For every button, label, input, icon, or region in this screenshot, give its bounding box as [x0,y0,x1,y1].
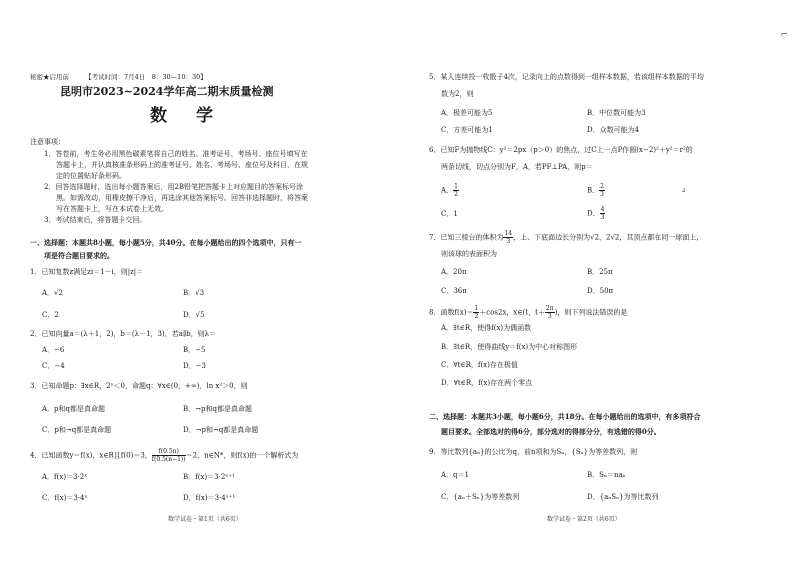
q8-option-c: C．∀t∈R，f(x)存在极值 [441,361,518,369]
note-line: 答题卡上，并认真核准条形码上的准考证号、姓名、考场号、座位号及科目，在规 [56,161,308,169]
q8-option-d: D．∀t∈R，f(x)存在两个零点 [441,379,533,387]
q8-option-b: B．∃t∈R，使得曲线y＝f(x)为中心对称图形 [441,343,578,351]
fraction-denominator: 2 [474,313,479,320]
q6-option-a-fraction [453,183,459,198]
q3-stem: 3．已知命题p：∃x∈R，2ˣ＜0，命题q：∀x∈(0，+∞)，ln x²＞0，则 [30,382,248,390]
fraction-denominator: 3 [506,238,511,245]
q7-option-b: B．25π [587,268,613,276]
section-one-heading-cont: 项是符合题目要求的。 [44,251,114,260]
q7-option-d: D．50π [587,287,614,295]
q5-option-a: A．极差可能为5 [441,109,493,117]
subject-title: 数 学 [150,106,219,126]
note-line: 3．考试结束后，将答题卡交回。 [44,216,147,224]
exam-title: 昆明市2023~2024学年高二期末质量检测 [60,85,274,98]
notes-heading: 注意事项： [30,138,65,146]
q6-option-b [587,183,605,198]
q6-option-a-label: A． [441,186,454,195]
q7-stem-part: 7．已知三棱台的体积为 [429,233,504,242]
q6-option-b-label: B． [587,186,600,195]
q7-option-a: A．20π [441,268,467,276]
corner-mark: ⌐ [780,30,788,40]
q8-stem-part: ＋cos2x，x∈(t，t＋ [479,308,545,317]
fraction-numerator: 2 [600,183,604,190]
q9-stem: 9．等比数列{aₙ}的公比为q，前n项和为Sₙ，{Sₙ}为等差数列，则 [429,448,638,456]
q7-stem-cont: 则该球的表面积为 [441,250,497,258]
section-two-heading: 二、选择题：本题共3小题，每小题6分，共18分。在每小题给出的选项中，有多项符合 [429,412,701,421]
q1-stem: 1．已知复数z满足zi＝1－i，则|z|＝ [30,268,144,276]
q3-option-b: B．¬p和q都是真命题 [183,405,252,413]
secret-label: 秘密★启用前 [30,73,69,81]
q4-option-b: B．f(x)＝3·2ˣ⁺¹ [183,473,235,481]
q3-option-c: C．p和¬q都是真命题 [42,426,112,434]
q4-stem-part: ＝2，n∈N*，则f(x)的一个解析式为 [185,451,299,460]
q7-stem [429,230,703,245]
fraction-denominator: 3 [600,191,604,198]
section-one-heading: 一、选择题：本题共8小题，每小题5分，共40分。在每小题给出的四个选项中，只有一 [30,238,302,247]
q9-option-a: A．q＝1 [441,471,469,479]
fraction-denominator: 3 [600,214,605,221]
q1-option-b: B．√3 [183,289,205,297]
section-two-heading-cont: 题目要求。全部选对的得6分，部分选对的得部分分，有选错的得0分。 [441,427,661,436]
fraction-numerator: 2π [545,305,554,312]
q6-option-b-fraction [599,183,605,198]
stray-mark: ɹ [682,187,686,194]
q2-stem: 2．已知向量a＝(λ＋1，2)，b＝(λ－1，3)，若a∥b，则λ＝ [30,330,217,338]
fraction-numerator: 4 [600,206,605,213]
q5-stem-cont: 数为2，则 [441,90,474,98]
q5-stem: 5．某人连续投一枚骰子4次，记录向上的点数得到一组样本数据，若该组样本数据的平均 [429,73,704,81]
q4-option-c: C．f(x)＝3·4ˣ [42,494,88,502]
q1-option-a: A．√2 [42,289,63,297]
note-line: 定的位置贴好条形码。 [56,172,126,180]
q9-option-b: B．Sₙ＝naₙ [587,471,626,479]
note-line: 1．答卷前，考生务必用黑色碳素笔将自己的姓名、准考证号、考场号、座位号填写在 [44,150,308,158]
q6-option-c: C．1 [441,210,458,218]
q8-fraction [545,305,555,320]
q4-fraction-numerator: f(0.5n) [152,448,186,456]
q7-option-c: C．36π [441,287,467,295]
exam-page-right [397,0,794,562]
fraction-denominator: 3 [547,313,552,320]
q3-option-d: D．¬p和¬q都是真命题 [183,426,259,434]
q9-option-d: D．{aₙSₙ}为等比数列 [587,493,659,501]
q4-option-a: A．f(x)＝3·2ˣ [42,473,88,481]
q6-option-d-fraction [600,206,606,221]
q5-option-c: C．方差可能为1 [441,126,493,134]
q6-option-d [587,206,605,221]
q7-stem-part: ，上、下底面边长分别为√2，2√2，其顶点都在同一球面上， [513,233,704,242]
q5-option-d: D．众数可能为4 [587,126,640,134]
q6-stem-cont: 两条切线，切点分别为F，A，若PF⊥PA，则p＝ [441,163,593,171]
note-line: 2．回答选择题时，选出每小题答案后，用2B铅笔把答题卡上对应题目的答案标号涂 [44,183,304,191]
q9-option-c: C．{aₙ＋Sₙ}为等差数列 [441,493,520,501]
fraction-numerator: 1 [454,183,458,190]
q4-fraction [152,448,186,463]
fraction-numerator: 14 [504,230,513,237]
q4-option-d: D．f(x)＝3·4ˣ⁺¹ [183,494,236,502]
q8-stem-part: 8．函数f(x)＝ [429,308,474,317]
q4-fraction-denominator: f(0.5(n−1)) [151,456,186,463]
page-footer-left: 数学试卷・第1页（共6页） [168,516,242,523]
note-line: 写在答题卡上，写在本试卷上无效。 [56,205,168,213]
q8-stem-part: )，则下列说法错误的是 [554,308,628,317]
q8-option-a: A．∃t∈R，使得f(x)为偶函数 [441,324,532,332]
q4-stem-part: 4．已知函数y＝f(x)，x∈R且f(0)＝3， [30,451,152,460]
q7-fraction [503,230,513,245]
q5-option-b: B．中位数可能为3 [587,109,646,117]
q6-stem: 6．已知F为抛物线C：y²＝2px（p＞0）的焦点，过C上一点P作圆(x−2)²＋y²＝r²的 [429,146,693,154]
q8-stem [429,305,627,320]
q2-option-c: C．−4 [42,362,65,370]
note-line: 黑。如需改动，用橡皮擦干净后，再选涂其他答案标号。回答非选择题时，将答案 [56,194,308,202]
q2-option-a: A．−6 [42,346,65,354]
q1-option-c: C．2 [42,311,59,319]
q6-option-d-label: D． [587,209,600,218]
fraction-denominator: 2 [454,191,458,198]
exam-time: 【考试时间：7月4日 8：30—10：30】 [85,73,207,81]
fraction-numerator: 1 [474,305,479,312]
q4-stem [30,448,298,463]
page-footer-right: 数学试卷・第2页（共6页） [547,516,621,523]
q1-option-d: D．√5 [183,311,205,319]
q2-option-b: B．−5 [183,346,206,354]
q2-option-d: D．−3 [183,362,206,370]
q3-option-a: A．p和q都是真命题 [42,405,106,413]
q6-option-a [441,183,459,198]
